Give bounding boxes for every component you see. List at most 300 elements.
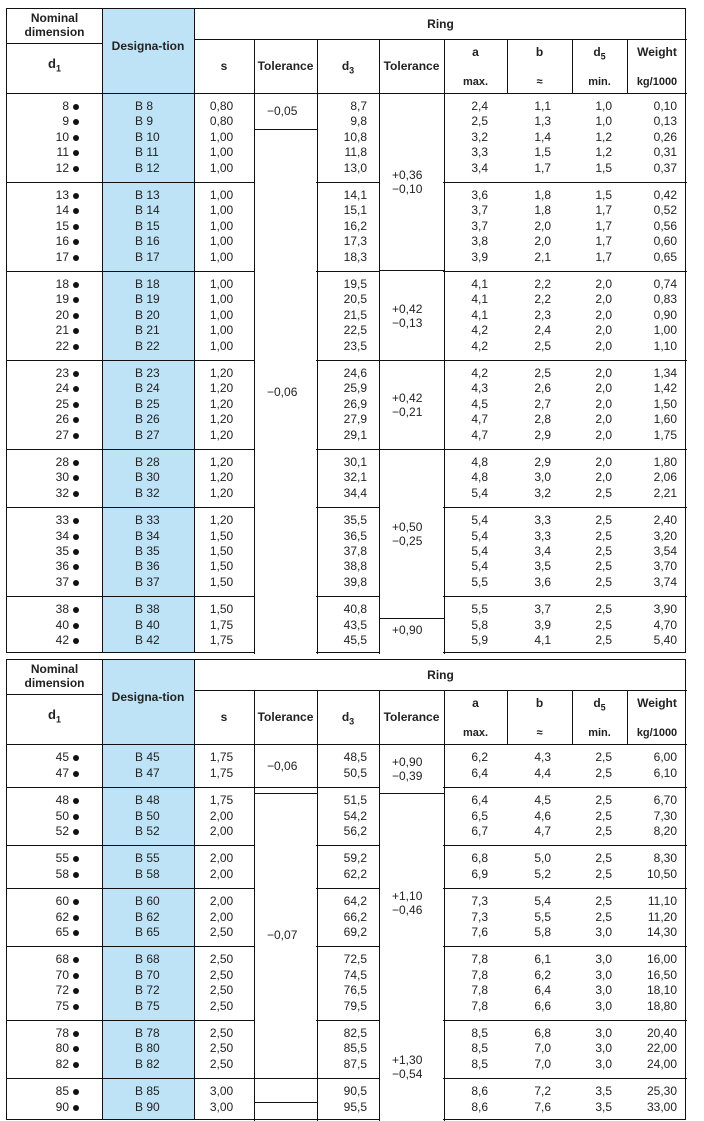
- d5-cell: 1,2: [595, 145, 612, 160]
- nominal-dimension-cell: 34: [55, 528, 69, 543]
- a-cell: 7,3: [471, 909, 488, 924]
- d3-cell: 82,5: [343, 1025, 367, 1040]
- d5-cell: 2,0: [595, 412, 612, 427]
- d5-cell: 1,5: [595, 160, 612, 175]
- a-cell: 5,4: [471, 544, 488, 558]
- a-cell: 7,8: [471, 967, 488, 982]
- mark-dot-icon: [73, 856, 79, 862]
- a-cell: 3,2: [471, 129, 488, 144]
- nominal-dimension-cell: 48: [55, 793, 69, 808]
- b-cell: 4,4: [534, 765, 551, 780]
- nominal-dimension-header: [7, 662, 102, 690]
- nominal-dimension-cell: 14: [55, 203, 69, 218]
- s-cell: 1,75: [209, 633, 234, 647]
- nominal-dimension-cell: 75: [55, 998, 69, 1013]
- header-divider: [7, 93, 687, 94]
- a-cell: 3,9: [471, 249, 488, 264]
- b-cell: 7,2: [534, 1084, 551, 1099]
- s-cell: 1,75: [209, 793, 234, 808]
- nominal-dimension-cell: 8: [62, 99, 69, 113]
- s-cell: 1,20: [209, 485, 234, 500]
- nominal-dimension-cell: 12: [55, 160, 69, 175]
- weight-cell: 1,00: [653, 323, 677, 338]
- d3-tolerance-value: −0,46: [392, 903, 423, 918]
- designation-cell: B 32: [135, 485, 160, 500]
- table-row: [7, 867, 687, 882]
- s-cell: 1,75: [209, 750, 234, 765]
- designation-cell: B 28: [135, 455, 160, 469]
- tolerance-divider: [379, 793, 444, 794]
- s-cell: 0,80: [209, 114, 234, 129]
- b-cell: 5,5: [534, 909, 551, 924]
- s-cell: 1,20: [209, 427, 234, 442]
- nominal-dimension-cell: 82: [55, 1056, 69, 1071]
- designation-cell: B 18: [135, 277, 160, 291]
- weight-cell: 16,50: [646, 967, 677, 982]
- group-divider: [7, 787, 687, 788]
- s-header: [194, 710, 254, 724]
- header-divider: [7, 694, 102, 695]
- d3-cell: 25,9: [343, 381, 367, 396]
- s-header-text: s: [220, 59, 228, 73]
- nominal-dimension-cell: 20: [55, 307, 69, 322]
- circlip-table-2: [6, 659, 686, 1120]
- designation-cell: B 38: [135, 602, 160, 617]
- table-row: [7, 188, 687, 203]
- designation-cell: B 78: [135, 1025, 160, 1040]
- a-cell: 4,3: [471, 381, 488, 396]
- weight-cell: 1,34: [653, 366, 677, 380]
- column-divider: [379, 93, 380, 654]
- b-cell: 6,2: [534, 967, 551, 982]
- b-cell: 1,8: [534, 188, 551, 202]
- table-row: [7, 1026, 687, 1041]
- table-row: [7, 234, 687, 249]
- table-row: [7, 339, 687, 354]
- d3-cell: 43,5: [343, 617, 367, 632]
- nominal-dimension-cell: 32: [55, 485, 69, 500]
- designation-cell: B 14: [135, 203, 160, 218]
- mark-dot-icon: [73, 344, 79, 350]
- b-header-text: b: [535, 696, 544, 711]
- d3-tolerance-value: −0,25: [392, 534, 423, 549]
- designation-cell: B 30: [135, 470, 160, 485]
- designation-cell: B 20: [135, 307, 160, 322]
- a-cell: 2,5: [471, 114, 488, 129]
- nominal-dimension-cell: 85: [55, 1084, 69, 1099]
- s-cell: 1,50: [209, 559, 234, 574]
- b-cell: 1,1: [534, 99, 551, 113]
- a-cell: 2,4: [471, 99, 488, 113]
- weight-cell: 1,75: [653, 427, 677, 442]
- table-row: [7, 851, 687, 866]
- b-cell: 3,3: [534, 513, 551, 528]
- d3-header-text: d: [341, 710, 350, 725]
- mark-dot-icon: [73, 915, 79, 921]
- mark-dot-icon: [73, 166, 79, 172]
- d3-cell: 20,5: [343, 292, 367, 307]
- d5-cell: 3,0: [595, 983, 612, 998]
- mark-dot-icon: [73, 402, 79, 408]
- d5-cell: 2,5: [595, 765, 612, 780]
- d5-cell: 2,5: [595, 633, 612, 647]
- d3-cell: 40,8: [343, 602, 367, 617]
- weight-cell: 0,42: [653, 188, 677, 202]
- mark-dot-icon: [73, 814, 79, 820]
- nominal-dimension-cell: 45: [55, 750, 69, 765]
- nominal-dimension-cell: 26: [55, 412, 69, 427]
- a-cell: 6,4: [471, 793, 488, 808]
- d5-cell: 3,0: [595, 1056, 612, 1071]
- d3-cell: 59,2: [343, 851, 367, 866]
- sheet: [6, 8, 686, 1120]
- d3-cell: 24,6: [343, 366, 367, 380]
- nominal-dimension-cell: 55: [55, 851, 69, 866]
- table-row: [7, 750, 687, 765]
- weight-header-unit: kg/1000: [636, 727, 678, 740]
- designation-cell: B 24: [135, 381, 160, 396]
- a-cell: 4,7: [471, 412, 488, 427]
- d3-cell: 17,3: [343, 234, 367, 249]
- s-cell: 1,00: [209, 145, 234, 160]
- d5-cell: 2,5: [595, 559, 612, 574]
- a-cell: 4,8: [471, 455, 488, 469]
- a-cell: 7,6: [471, 924, 488, 939]
- group-divider: [7, 888, 687, 889]
- d5-cell: 2,5: [595, 528, 612, 543]
- b-cell: 5,8: [534, 924, 551, 939]
- d3-header: [317, 710, 379, 728]
- d3-cell: 9,8: [350, 114, 367, 129]
- nominal-dimension-cell: 33: [55, 513, 69, 528]
- mark-dot-icon: [73, 549, 79, 555]
- d3-cell: 35,5: [343, 513, 367, 528]
- weight-cell: 0,90: [653, 307, 677, 322]
- s-cell: 2,00: [209, 894, 234, 909]
- designation-cell: B 58: [135, 866, 160, 881]
- s-cell: 2,50: [209, 1025, 234, 1040]
- d5-cell: 1,7: [595, 234, 612, 249]
- a-cell: 4,1: [471, 277, 488, 291]
- d3-cell: 64,2: [343, 894, 367, 909]
- d5-cell: 3,5: [595, 1084, 612, 1099]
- s-cell: 2,50: [209, 1041, 234, 1056]
- ring-header: Ring: [427, 17, 454, 31]
- d3-cell: 22,5: [343, 323, 367, 338]
- d3-cell: 32,1: [343, 470, 367, 485]
- b-cell: 1,7: [534, 160, 551, 175]
- d1-symbol: d: [48, 707, 56, 723]
- d3-cell: 85,5: [343, 1041, 367, 1056]
- d3-cell: 79,5: [343, 998, 367, 1013]
- designation-cell: B 60: [135, 894, 160, 909]
- d5-cell: 3,0: [595, 967, 612, 982]
- b-cell: 4,5: [534, 793, 551, 808]
- b-cell: 2,7: [534, 396, 551, 411]
- mark-dot-icon: [73, 224, 79, 230]
- nominal-dimension-cell: 58: [55, 866, 69, 881]
- mark-dot-icon: [73, 313, 79, 319]
- weight-cell: 0,60: [653, 234, 677, 249]
- s-cell: 2,50: [209, 998, 234, 1013]
- table-row: [7, 145, 687, 160]
- mark-dot-icon: [73, 930, 79, 936]
- designation-cell: B 21: [135, 323, 160, 338]
- a-header: [444, 696, 507, 710]
- d5-header-unit: min.: [588, 727, 611, 740]
- weight-cell: 20,40: [646, 1025, 677, 1040]
- b-cell: 3,6: [534, 574, 551, 589]
- nominal-dimension-cell: 18: [55, 277, 69, 291]
- s-cell: 2,00: [209, 851, 234, 866]
- d5-cell: 2,0: [595, 381, 612, 396]
- b-cell: 5,2: [534, 866, 551, 881]
- designation-cell: B 72: [135, 983, 160, 998]
- d5-header-unit: min.: [588, 76, 611, 88]
- b-cell: 7,0: [534, 1056, 551, 1071]
- d3-tolerance-value: −0,10: [392, 182, 423, 196]
- d5-cell: 3,0: [595, 1041, 612, 1056]
- d5-cell: 2,5: [595, 909, 612, 924]
- weight-cell: 0,26: [653, 129, 677, 144]
- s-cell: 1,50: [209, 544, 234, 558]
- d5-header-text: d: [593, 45, 601, 59]
- table-row: [7, 161, 687, 176]
- weight-header-unit: kg/1000: [636, 76, 678, 88]
- s-tolerance-value: −0,06: [267, 759, 298, 774]
- nominal-dimension-cell: 62: [55, 909, 69, 924]
- table-row: [7, 765, 687, 784]
- nominal-dimension-cell: 35: [55, 544, 69, 558]
- s-tolerance-header-text: Tolerance: [257, 710, 314, 725]
- b-cell: 2,1: [534, 249, 551, 264]
- designation-cell: B 23: [135, 366, 160, 380]
- b-cell: 1,4: [534, 129, 551, 144]
- d3-cell: 26,9: [343, 396, 367, 411]
- b-cell: 6,6: [534, 998, 551, 1013]
- d5-cell: 2,5: [595, 544, 612, 558]
- d5-cell: 2,0: [595, 366, 612, 380]
- a-cell: 4,5: [471, 396, 488, 411]
- designation-cell: B 13: [135, 188, 160, 202]
- d5-cell: 2,5: [595, 574, 612, 589]
- table-row: [7, 602, 687, 617]
- mark-dot-icon: [73, 534, 79, 540]
- a-cell: 3,3: [471, 145, 488, 160]
- table-row: [7, 809, 687, 824]
- b-cell: 5,4: [534, 894, 551, 909]
- header-divider: [194, 690, 687, 691]
- group-divider: [7, 360, 687, 361]
- d5-cell: 2,5: [595, 894, 612, 909]
- nominal-dimension-cell: 36: [55, 559, 69, 574]
- weight-cell: 6,10: [653, 765, 677, 780]
- s-header: [194, 59, 254, 73]
- nominal-dimension-cell: 9: [62, 114, 69, 129]
- s-cell: 2,50: [209, 952, 234, 967]
- s-header-text: s: [220, 710, 228, 725]
- d3-header-text: d: [341, 59, 350, 73]
- designation-cell: B 9: [135, 114, 154, 129]
- table-row: [7, 308, 687, 323]
- b-cell: 3,3: [534, 528, 551, 543]
- mark-dot-icon: [73, 798, 79, 804]
- b-cell: 2,4: [534, 323, 551, 338]
- s-tolerance-header: [254, 710, 317, 724]
- weight-cell: 7,30: [653, 808, 677, 823]
- table-row: [7, 513, 687, 528]
- group-divider: [7, 845, 687, 846]
- a-cell: 8,5: [471, 1025, 488, 1040]
- a-cell: 7,8: [471, 952, 488, 967]
- d5-cell: 3,5: [595, 1099, 612, 1114]
- table-row: [7, 486, 687, 501]
- s-cell: 1,00: [209, 277, 234, 291]
- table-row: [7, 1057, 687, 1072]
- b-cell: 1,5: [534, 145, 551, 160]
- weight-cell: 33,00: [646, 1099, 677, 1114]
- column-divider: [379, 744, 380, 1121]
- nominal-dimension-cell: 70: [55, 967, 69, 982]
- d1-subscript: 1: [55, 63, 61, 74]
- d5-cell: 1,0: [595, 99, 612, 113]
- mark-dot-icon: [73, 518, 79, 524]
- d3-cell: 11,8: [344, 145, 367, 160]
- b-cell: 2,3: [534, 307, 551, 322]
- designation-cell: B 85: [135, 1084, 160, 1099]
- table-row: [7, 277, 687, 292]
- b-cell: 1,8: [534, 203, 551, 218]
- designation-cell: B 90: [135, 1099, 160, 1114]
- weight-cell: 25,30: [646, 1084, 677, 1099]
- weight-header: [627, 696, 687, 710]
- d3-cell: 54,2: [343, 808, 367, 823]
- group-divider: [7, 182, 687, 183]
- group-divider: [7, 449, 687, 450]
- a-cell: 5,4: [471, 513, 488, 528]
- nominal-dimension-cell: 50: [55, 808, 69, 823]
- column-divider: [317, 93, 318, 654]
- ring-header: Ring: [427, 668, 454, 683]
- d3-header-sub: 3: [349, 65, 355, 76]
- mark-dot-icon: [73, 460, 79, 466]
- table-row: [7, 455, 687, 470]
- s-cell: 1,00: [209, 292, 234, 307]
- designation-cell: B 33: [135, 513, 160, 528]
- table-row: [7, 428, 687, 443]
- weight-header-text: Weight: [637, 696, 677, 711]
- nominal-dimension-cell: 40: [55, 617, 69, 632]
- a-cell: 6,8: [471, 851, 488, 866]
- s-tolerance-header: [254, 59, 317, 73]
- d5-cell: 1,2: [595, 129, 612, 144]
- a-cell: 4,1: [471, 292, 488, 307]
- weight-cell: 18,80: [646, 998, 677, 1013]
- d3-cell: 34,4: [343, 485, 367, 500]
- d5-cell: 3,0: [595, 1025, 612, 1040]
- d5-cell: 3,0: [595, 924, 612, 939]
- d3-tolerance-value: −0,39: [392, 769, 423, 784]
- a-header: [444, 45, 507, 59]
- table-row: [7, 633, 687, 648]
- nominal-dimension-cell: 25: [55, 396, 69, 411]
- d3-cell: 39,8: [343, 574, 367, 589]
- nominal-dimension-cell: 11: [56, 145, 69, 160]
- header-divider: [7, 744, 687, 745]
- d3-cell: 66,2: [343, 909, 367, 924]
- d1-symbol: d: [48, 56, 56, 71]
- table-row: [7, 793, 687, 808]
- s-cell: 2,50: [209, 967, 234, 982]
- d3-cell: 72,5: [343, 952, 367, 967]
- table-row: [7, 397, 687, 412]
- table-row: [7, 292, 687, 307]
- weight-cell: 24,00: [646, 1056, 677, 1071]
- weight-header: [627, 45, 687, 59]
- mark-dot-icon: [73, 1004, 79, 1010]
- d3-tolerance-value: −0,21: [392, 405, 423, 419]
- a-header-text: a: [472, 696, 479, 711]
- weight-cell: 22,00: [646, 1041, 677, 1056]
- d3-tolerance-header: [379, 710, 444, 724]
- table-row: [7, 1100, 687, 1115]
- d3-cell: 15,1: [343, 203, 367, 218]
- mark-dot-icon: [73, 1031, 79, 1037]
- b-cell: 2,5: [534, 338, 551, 353]
- d5-cell: 2,5: [595, 513, 612, 528]
- d3-cell: 62,2: [343, 866, 367, 881]
- d3-cell: 48,5: [343, 750, 367, 765]
- designation-cell: B 80: [135, 1041, 160, 1056]
- mark-dot-icon: [73, 282, 79, 288]
- mark-dot-icon: [73, 150, 79, 156]
- mark-dot-icon: [73, 1046, 79, 1052]
- group-divider: [7, 946, 687, 947]
- designation-cell: B 47: [135, 765, 160, 780]
- nominal-dimension-cell: 23: [55, 366, 69, 380]
- d5-header-sub: 5: [600, 51, 606, 62]
- b-cell: 3,4: [534, 544, 551, 558]
- a-cell: 5,4: [471, 559, 488, 574]
- d3-tolerance-value: +0,50: [392, 520, 423, 535]
- mark-dot-icon: [73, 1062, 79, 1068]
- table-row: [7, 968, 687, 983]
- d5-cell: 3,0: [595, 998, 612, 1013]
- b-cell: 1,3: [534, 114, 551, 129]
- d5-cell: 2,0: [595, 323, 612, 338]
- b-cell: 2,0: [534, 218, 551, 233]
- mark-dot-icon: [73, 580, 79, 586]
- b-cell: 2,9: [534, 427, 551, 442]
- d3-cell: 13,0: [343, 160, 367, 175]
- s-cell: 0,80: [209, 99, 234, 113]
- designation-cell: B 12: [135, 160, 160, 175]
- table-row: [7, 470, 687, 485]
- s-cell: 1,00: [209, 234, 234, 249]
- nominal-dimension-cell: 38: [55, 602, 69, 617]
- s-cell: 1,00: [209, 323, 234, 338]
- designation-cell: B 25: [135, 396, 160, 411]
- d5-cell: 2,5: [595, 866, 612, 881]
- designation-cell: B 45: [135, 750, 160, 765]
- designation-cell: B 37: [135, 574, 160, 589]
- nominal-dimension-cell: 17: [55, 249, 69, 264]
- d3-cell: 16,2: [343, 218, 367, 233]
- weight-cell: 2,40: [653, 513, 677, 528]
- s-tolerance-header-text: Tolerance: [257, 59, 314, 73]
- weight-cell: 0,83: [653, 292, 677, 307]
- weight-cell: 1,10: [653, 338, 677, 353]
